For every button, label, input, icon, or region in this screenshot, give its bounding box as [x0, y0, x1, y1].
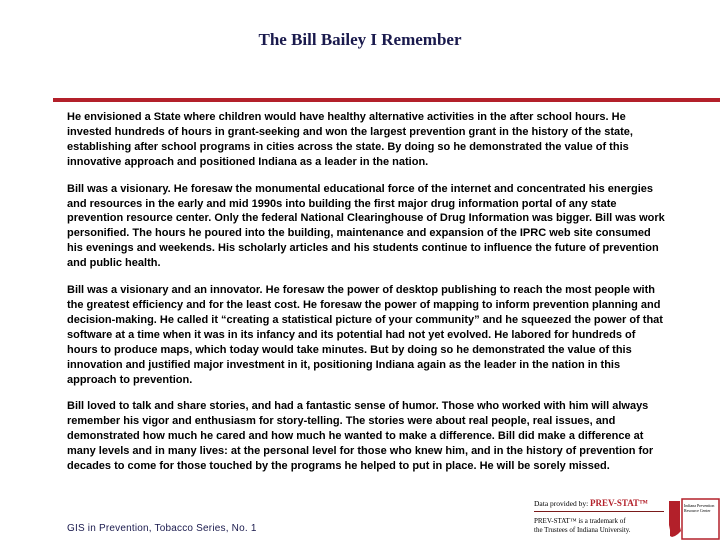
paragraph: He envisioned a State where children would have healthy alternative activities in the after school hours. He invested hundreds of hours in grant-seeking and won the largest prevention grant in the history of the state, establishing after school programs in cities across the state. By doing so he demonstrated the value of this innovative approach and positioned Indiana as a leader in the nation.	[67, 111, 633, 168]
credit-divider	[534, 511, 664, 512]
page-title: The Bill Bailey I Remember	[258, 30, 462, 49]
data-credit	[534, 497, 720, 540]
title-divider	[53, 98, 720, 102]
iprc-logo	[668, 497, 720, 540]
paragraph: Bill was a visionary and an innovator. He foresaw the power of desktop publishing to reach the most people with the greatest efficiency and for the least cost. He foresaw the power of mapping to inform prevention planning and decision-making. He called it “creating a statistical picture of your community” and he squeezed the power of that software at a time when it was in its infancy and its potential had not yet evolved. He labored for hundreds of hours to produce maps, which today would take minutes. But by doing so he demonstrated the value of this innovation and justified major investment in it, positioning Indiana again as the leader in the nation in this approach to prevention.	[67, 284, 663, 386]
credit-provided-by	[534, 499, 648, 508]
trademark-line-2: the Trustees of Indiana University.	[534, 526, 631, 534]
paragraph: Bill loved to talk and share stories, and had a fantastic sense of humor. Those who worked with him will always remember his vigor and enthusiasm for story-telling. The stories were about real people, real issues, and demonstrated how much he cared and how much he wanted to make a difference. Bill did make a difference at many levels and in many lives: at the personal level for those who knew him, and in the history of prevention for decades to come for those touched by the programs he helped to put in place. He will be sorely missed.	[67, 400, 654, 473]
trademark-line-1: PREV-STAT™ is a trademark of	[534, 517, 626, 525]
body-text	[67, 110, 665, 486]
footer-series-label: GIS in Prevention, Tobacco Series, No. 1	[67, 523, 257, 534]
credit-provided-by-label: Data provided by:	[534, 499, 589, 508]
prev-stat-brand: PREV-STAT™	[590, 498, 649, 508]
paragraph: Bill was a visionary. He foresaw the monumental educational force of the internet and concentrated his energies and resources in the early and mid 1990s into building the first major drug information portal of any state prevention resource center. Only the federal National Clearinghouse of Drug Information was bigger. Bill was work personified. The hours he poured into the building, maintenance and expansion of the IPRC web site consumed his evenings and weekends. His scholarly articles and his students continue to influence the future of prevention and public health.	[67, 182, 665, 270]
logo-text: Indiana Prevention Resource Center	[684, 503, 715, 513]
